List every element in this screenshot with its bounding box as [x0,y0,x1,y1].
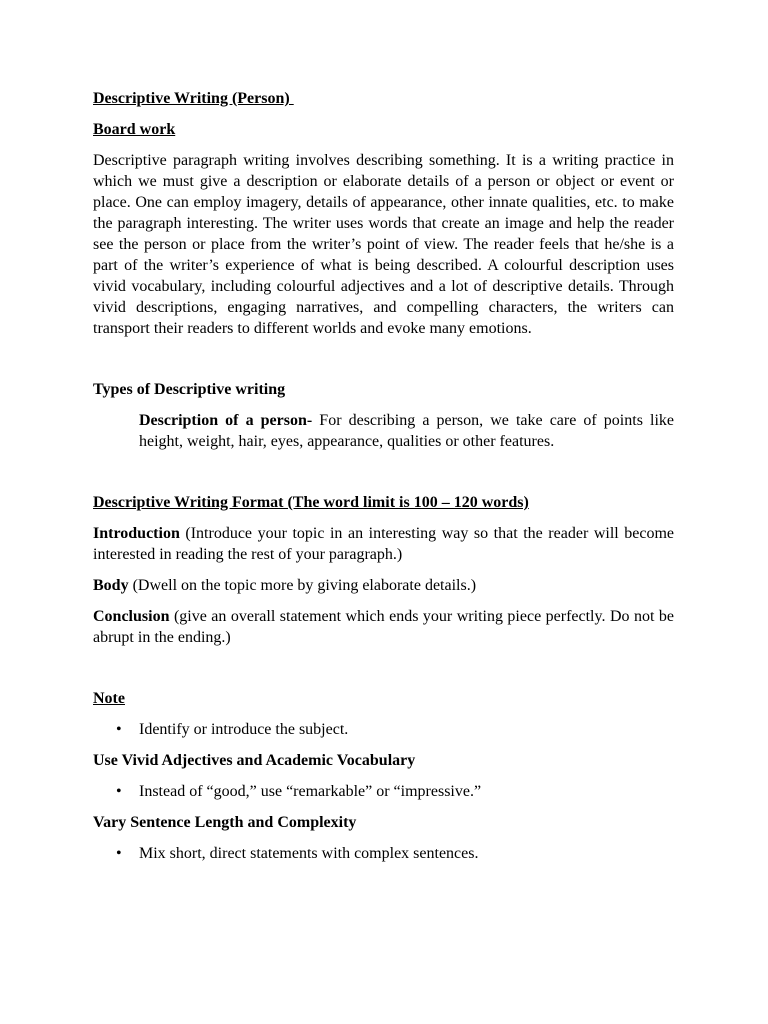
introduction-term: Introduction [93,525,180,542]
format-heading: Descriptive Writing Format (The word limit is 100 – 120 words) [93,494,529,511]
bullet-icon: • [116,783,122,800]
conclusion-text: (give an overall statement which ends your writing piece perfectly. Do not be abrupt in the ending.) [93,608,674,646]
note-bullet-text: Identify or introduce the subject. [139,721,349,738]
person-description [93,410,674,452]
adjectives-bullet-item [93,781,674,802]
adjectives-bullet-text: Instead of “good,” use “remarkable” or “impressive.” [139,783,482,800]
sentence-heading: Vary Sentence Length and Complexity [93,814,357,831]
body-item [93,575,674,596]
sentence-bullet-text: Mix short, direct statements with complex sentences. [139,845,479,862]
body-term: Body [93,577,129,594]
board-work-heading: Board work [93,121,176,138]
document-title: Descriptive Writing (Person) [93,90,294,107]
body-text: (Dwell on the topic more by giving elaborate details.) [128,577,477,594]
sentence-bullet-item [93,843,674,864]
person-term: Description of a person- [139,412,313,429]
note-heading: Note [93,690,125,707]
bullet-icon: • [116,845,122,862]
conclusion-item [93,606,674,648]
adjectives-heading: Use Vivid Adjectives and Academic Vocabulary [93,752,416,769]
conclusion-term: Conclusion [93,608,170,625]
introduction-text: (Introduce your topic in an interesting way so that the reader will become interested in reading the rest of your paragraph.) [93,525,674,563]
intro-paragraph: Descriptive paragraph writing involves describing something. It is a writing practice in which we must give a description or elaborate details of a person or object or event or place. One can employ imagery, details of appearance, other innate qualities, etc. to make the paragraph interesting. The writer uses words that create an image and help the reader see the person or place from the writer’s point of view. The reader feels that he/she is a part of the writer’s experience of what is being described. A colourful description uses vivid vocabulary, including colourful adjectives and a lot of descriptive details. Through vivid descriptions, engaging narratives, and compelling characters, the writers can transport their readers to different worlds and evoke many emotions. [93,152,674,337]
note-bullet-item [93,719,674,740]
person-text: For describing a person, we take care of points like height, weight, hair, eyes, appearance, qualities or other features. [139,412,674,450]
bullet-icon: • [116,721,122,738]
document-page [93,88,674,864]
introduction-item [93,523,674,565]
types-heading: Types of Descriptive writing [93,381,286,398]
